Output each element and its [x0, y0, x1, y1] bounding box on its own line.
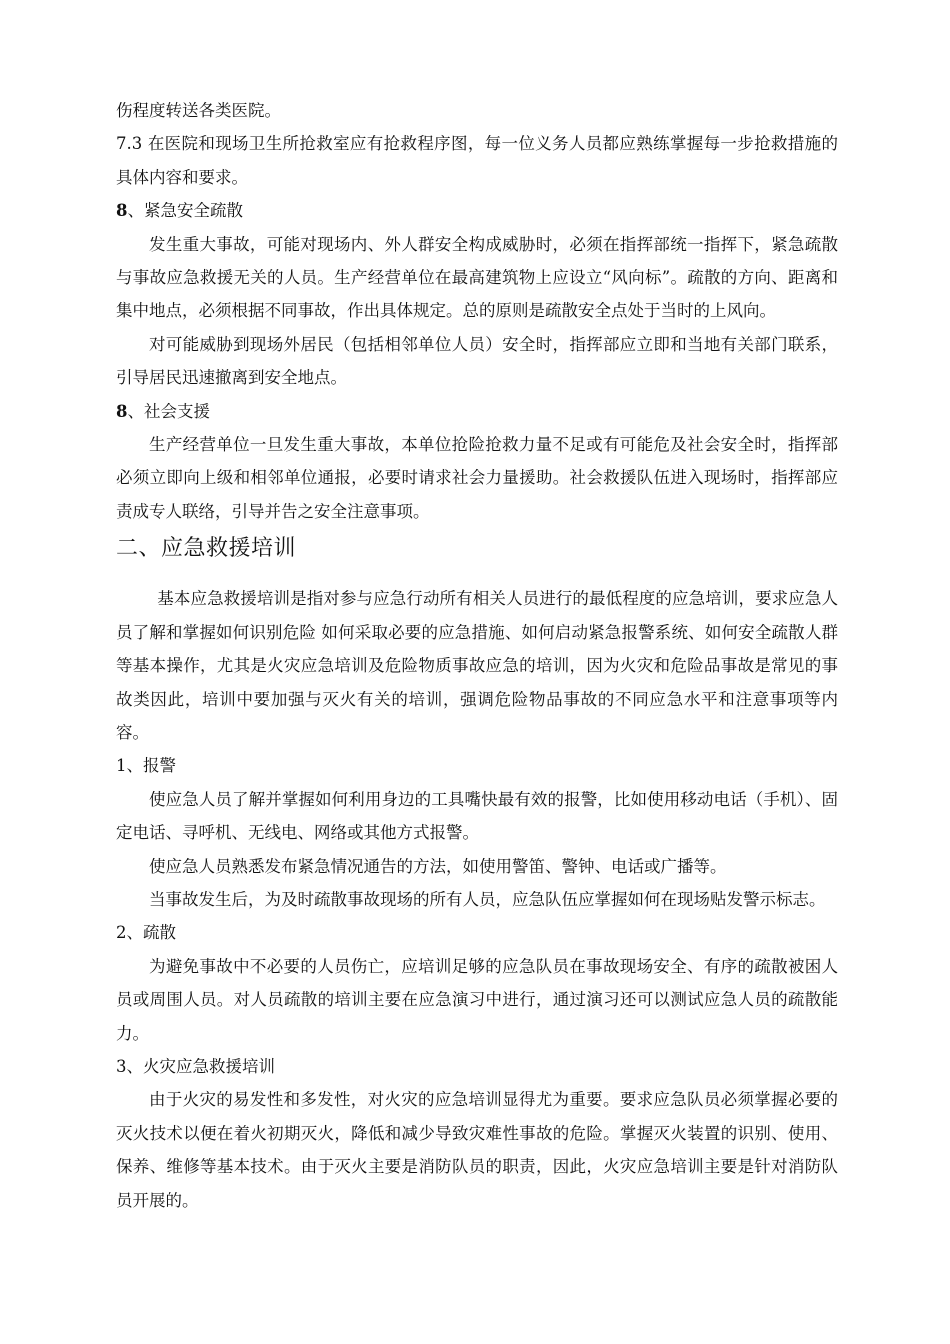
paragraph-resident-evacuation: 对可能威胁到现场外居民（包括相邻单位人员）安全时，指挥部应立即和当地有关部门联系，引导居民迅速撤离到安全地点。 [116, 334, 838, 388]
paragraph-fire-training: 由于火灾的易发性和多发性，对火灾的应急培训显得尤为重要。要求应急队员必须掌握必要的灭火技术以便在着火初期灭火，降低和减少导致灾难性事故的危险。掌握灭火装置的识别、使用、保养、维修等基本技术。由于灭火主要是消防队员的职责，因此，火灾应急培训主要是针对消防队员开展的。 [116, 1090, 838, 1210]
document-page [116, 94, 838, 1217]
heading-8-social-support [116, 395, 838, 428]
heading-text: 、社会支援 [127, 401, 210, 421]
heading-number: 8 [116, 201, 128, 221]
paragraph-evacuation-principle: 发生重大事故，可能对现场内、外人群安全构成威胁时，必须在指挥部统一指挥下，紧急疏散与事故应急救援无关的人员。生产经营单位在最高建筑物上应设立“风向标”。疏散的方向、距离和集中地点，必须根据不同事故，作出具体规定。总的原则是疏散安全点处于当时的上风向。 [116, 234, 838, 321]
heading-1-alarm: 1、报警 [116, 756, 176, 776]
heading-number: 8 [116, 401, 128, 421]
paragraph-warning-signs: 当事故发生后，为及时疏散事故现场的所有人员，应急队伍应掌握如何在现场贴发警示标志。 [149, 889, 826, 909]
paragraph-basic-training: 基本应急救援培训是指对参与应急行动所有相关人员进行的最低程度的应急培训，要求应急人员了解和掌握如何识别危险 如何采取必要的应急措施、如何启动紧急报警系统、如何安全疏散人群等基本操作，尤其是火灾应急培训及危险物质事故应急的培训，因为火灾和危险品事故是常见的事故类因此，培训中要加强与灭火有关的培训，强调危险物品事故的不同应急水平和注意事项等内容。 [116, 589, 838, 742]
paragraph-social-support: 生产经营单位一旦发生重大事故，本单位抢险抢救力量不足或有可能危及社会安全时，指挥部必须立即向上级和相邻单位通报，必要时请求社会力量援助。社会救援队伍进入现场时，指挥部应责成专人联络，引导并告之安全注意事项。 [116, 435, 838, 521]
paragraph-alarm-tools: 使应急人员了解并掌握如何利用身边的工具嘴快最有效的报警，比如使用移动电话（手机）、固定电话、寻呼机、无线电、网络或其他方式报警。 [116, 789, 838, 843]
paragraph-alarm-notice: 使应急人员熟悉发布紧急情况通告的方法，如使用警笛、警钟、电话或广播等。 [149, 856, 727, 876]
paragraph-evacuation-training: 为避免事故中不必要的人员伤亡，应培训足够的应急队员在事故现场安全、有序的疏散被困人员或周围人员。对人员疏散的培训主要在应急演习中进行，通过演习还可以测试应急人员的疏散能力。 [116, 956, 838, 1043]
paragraph-hospital-transfer: 伤程度转送各类医院。 [116, 101, 281, 120]
heading-8-emergency-evacuation [116, 194, 838, 227]
heading-3-fire-training: 3、火灾应急救援培训 [116, 1056, 275, 1076]
section-heading-emergency-training: 二、应急救援培训 [116, 536, 297, 562]
paragraph-7-3-rescue-procedure: 7.3 在医院和现场卫生所抢救室应有抢救程序图，每一位义务人员都应熟练掌握每一步抢救措施的具体内容和要求。 [116, 134, 838, 187]
heading-2-evacuation: 2、疏散 [116, 923, 176, 943]
heading-text: 、紧急安全疏散 [127, 201, 243, 221]
